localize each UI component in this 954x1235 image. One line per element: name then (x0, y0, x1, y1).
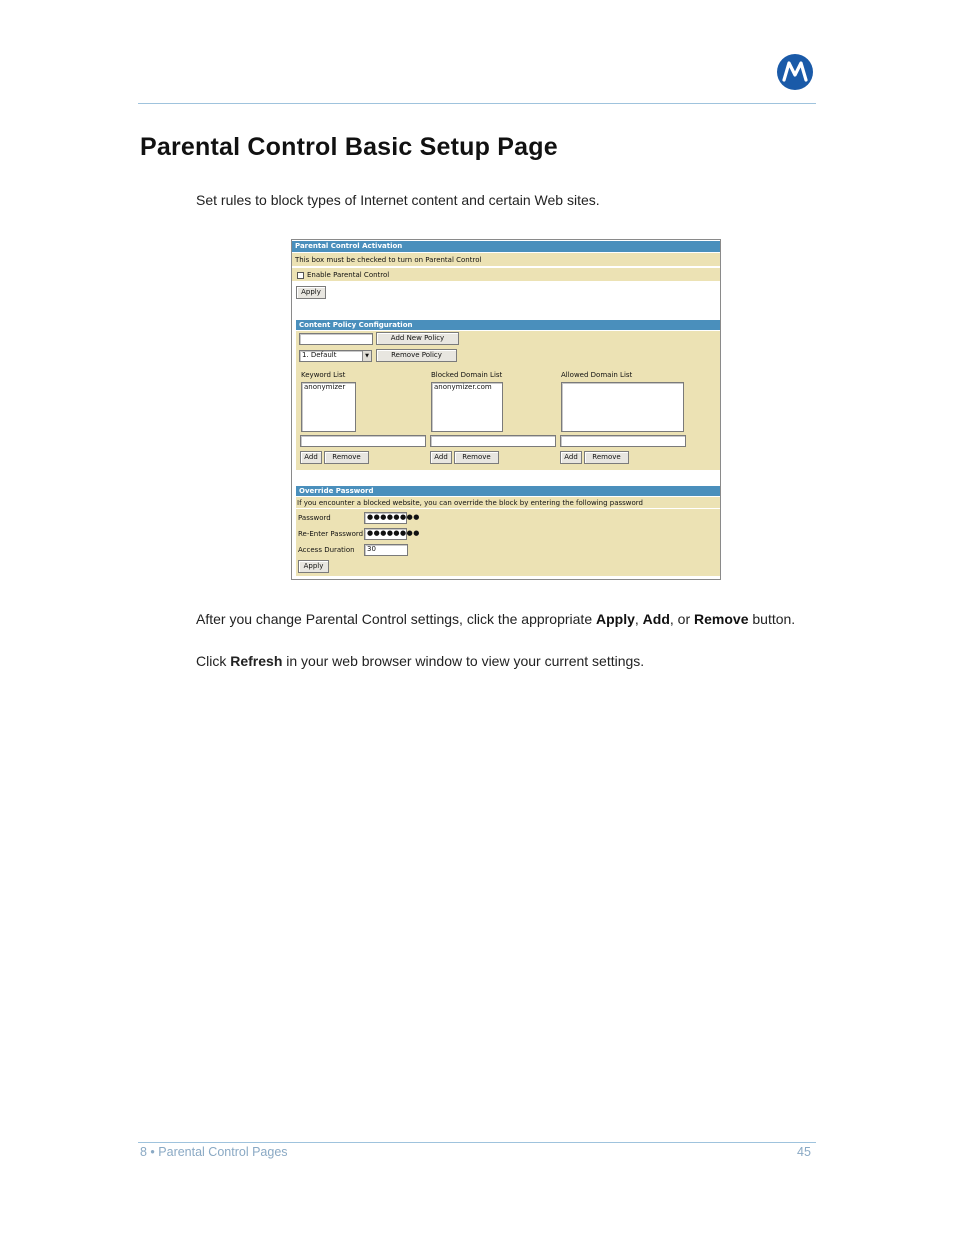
content-policy-header: Content Policy Configuration (296, 320, 720, 330)
remove-policy-button[interactable]: Remove Policy (376, 349, 457, 362)
header-rule (138, 103, 816, 104)
policy-select[interactable] (299, 350, 372, 362)
keyword-list-item[interactable]: anonymizer (304, 383, 346, 391)
after-instructions (196, 610, 816, 629)
reenter-password-input[interactable]: ●●●●●●●● (364, 528, 407, 540)
after-text-part2: button. (748, 611, 796, 627)
access-duration-input[interactable]: 30 (364, 544, 408, 556)
footer-page-number: 45 (797, 1145, 811, 1159)
footer-rule (138, 1142, 816, 1143)
blocked-domain-list-label: Blocked Domain List (431, 371, 503, 379)
refresh-keyword: Refresh (230, 653, 283, 669)
blocked-add-button[interactable]: Add (430, 451, 452, 464)
access-duration-label: Access Duration (298, 546, 355, 554)
allowed-add-button[interactable]: Add (560, 451, 582, 464)
blocked-domain-input[interactable] (430, 435, 556, 447)
after-text-sep1: , (634, 611, 643, 627)
reenter-password-label: Re-Enter Password (298, 530, 364, 538)
click-text-part1: Click (196, 653, 231, 669)
chevron-down-icon[interactable]: ▼ (362, 351, 371, 361)
after-text-sep2: , or (669, 611, 695, 627)
activation-apply-button[interactable]: Apply (296, 286, 326, 299)
refresh-instructions (196, 653, 644, 669)
after-text-part1: After you change Parental Control settings, click the appropriate (196, 611, 596, 627)
new-policy-input[interactable] (299, 333, 373, 345)
keyword-list-box[interactable] (301, 382, 356, 432)
apply-keyword: Apply (596, 611, 635, 627)
add-keyword: Add (642, 611, 670, 627)
blocked-remove-button[interactable]: Remove (454, 451, 499, 464)
click-text-part2: in your web browser window to view your current settings. (282, 653, 645, 669)
page-title: Parental Control Basic Setup Page (140, 133, 558, 161)
allowed-domain-list-box[interactable] (561, 382, 684, 432)
password-input[interactable]: ●●●●●●●● (364, 512, 407, 524)
override-apply-button[interactable]: Apply (298, 560, 329, 573)
remove-keyword: Remove (694, 611, 749, 627)
activation-note: This box must be checked to turn on Parental Control (295, 256, 482, 264)
keyword-remove-button[interactable]: Remove (324, 451, 369, 464)
enable-parental-control-label: Enable Parental Control (307, 271, 390, 279)
allowed-domain-list-label: Allowed Domain List (561, 371, 633, 379)
parental-control-screenshot (291, 239, 721, 580)
enable-parental-control-checkbox[interactable] (297, 272, 304, 279)
motorola-logo (777, 54, 813, 90)
blocked-domain-list-box[interactable] (431, 382, 503, 432)
override-password-header: Override Password (296, 486, 720, 496)
keyword-add-button[interactable]: Add (300, 451, 322, 464)
footer-chapter: 8 • Parental Control Pages (140, 1145, 288, 1159)
override-panel (296, 509, 720, 576)
intro-text: Set rules to block types of Internet content and certain Web sites. (196, 192, 600, 208)
allowed-domain-input[interactable] (560, 435, 686, 447)
keyword-list-label: Keyword List (301, 371, 346, 379)
blocked-domain-list-item[interactable]: anonymizer.com (434, 383, 492, 391)
password-label: Password (298, 514, 331, 522)
activation-header: Parental Control Activation (292, 241, 720, 252)
allowed-remove-button[interactable]: Remove (584, 451, 629, 464)
policy-select-value: 1. Default (302, 351, 337, 359)
keyword-input[interactable] (300, 435, 426, 447)
override-note: If you encounter a blocked website, you can override the block by entering the following password (297, 499, 643, 507)
add-new-policy-button[interactable]: Add New Policy (376, 332, 459, 345)
